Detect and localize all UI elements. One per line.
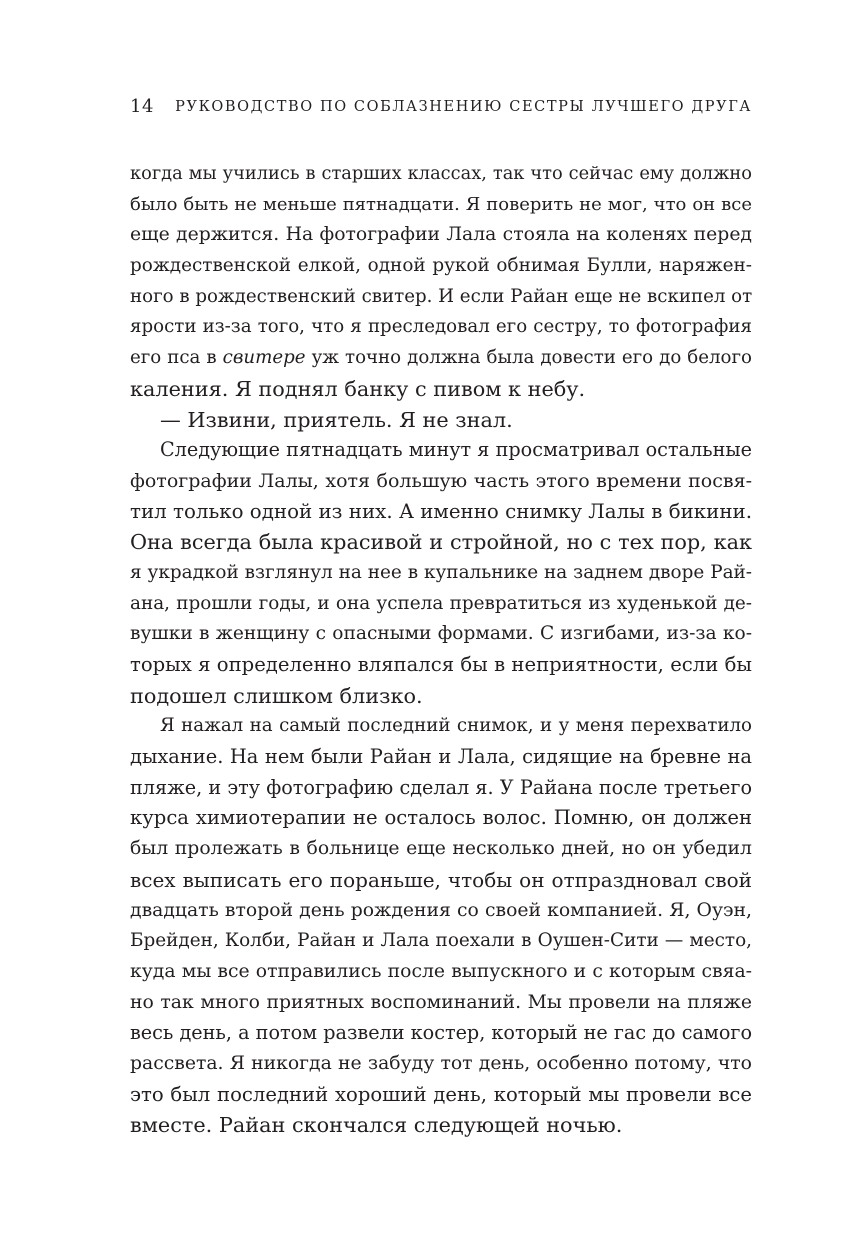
body-text bbox=[130, 159, 752, 1141]
text-line: весь день, а потом развели костер, который не гас до самого bbox=[130, 1021, 752, 1045]
text-line: Она всегда была красивой и стройной, но с тех пор, как bbox=[130, 530, 752, 555]
text-line: было быть не меньше пятнадцати. Я поверить не мог, что он все bbox=[130, 193, 752, 215]
text-line: ного в рождественский свитер. И если Райан еще не вскипел от bbox=[130, 285, 753, 307]
text-line: я украдкой взглянул на нее в купальнике на заднем дворе Рай- bbox=[130, 561, 752, 583]
text-line-with-italic bbox=[130, 343, 752, 374]
text-line: фотографии Лалы, хотя большую часть этого времени посвя- bbox=[130, 469, 752, 492]
text-line: был пролежать в больнице еще несколько дней, но он убедил bbox=[130, 838, 752, 860]
text-line: торых я определенно вляпался бы в неприятности, если бы bbox=[130, 653, 752, 676]
text-line: вушки в женщину с опасными формами. С изгибами, из-за ко- bbox=[130, 623, 752, 645]
text-line: Я нажал на самый последний снимок, и у меня перехватило bbox=[160, 715, 752, 737]
text-line: но так много приятных воспоминаний. Мы провели на пляже bbox=[130, 991, 752, 1013]
text-line: рассвета. Я никогда не забуду тот день, особенно потому, что bbox=[130, 1052, 752, 1074]
italic-word: свитере bbox=[222, 347, 306, 369]
text-line: Следующие пятнадцать минут я просматривал остальные bbox=[160, 438, 752, 462]
text-line: вместе. Райан скончался следующей ночью. bbox=[130, 1113, 623, 1138]
text-line: когда мы учились в старших классах, так что сейчас ему должно bbox=[130, 163, 752, 184]
text-line: это был последний хороший день, который мы провели все bbox=[130, 1082, 752, 1106]
text-line: подошел слишком близко. bbox=[130, 683, 423, 708]
running-header bbox=[130, 94, 752, 120]
text-line: ярости из-за того, что я преследовал его сестру, то фотография bbox=[130, 316, 752, 338]
text-line: каления. Я поднял банку с пивом к небу. bbox=[130, 376, 586, 401]
text-segment: его пса в bbox=[130, 347, 223, 369]
running-title: РУКОВОДСТВО ПО СОБЛАЗНЕНИЮ СЕСТРЫ ЛУЧШЕГО ДРУГА bbox=[175, 99, 752, 115]
text-line: двадцать второй день рождения со своей компанией. Я, Оуэн, bbox=[130, 899, 752, 921]
text-line: еще держится. На фотографии Лала стояла на коленях перед bbox=[130, 224, 752, 246]
text-line: пляже, и эту фотографию сделал я. У Райана после третьего bbox=[130, 775, 752, 799]
text-line: дыхание. На нем были Райан и Лала, сидящие на бревне на bbox=[130, 745, 752, 769]
dialogue-line: — Извини, приятель. Я не знал. bbox=[160, 407, 513, 432]
text-line: курса химиотерапии не осталось волос. Помню, он должен bbox=[130, 806, 752, 830]
text-line: всех выписать его пораньше, чтобы он отпраздновал свой bbox=[130, 867, 752, 892]
text-line: ана, прошли годы, и она успела превратиться из худенькой де- bbox=[130, 592, 752, 614]
text-segment: уж точно должна была довести его до белого bbox=[305, 347, 752, 369]
text-line: Брейден, Колби, Райан и Лала поехали в Оушен-Сити — место, bbox=[130, 930, 752, 952]
text-line: рождественской елкой, одной рукой обнимая Булли, наряжен- bbox=[130, 255, 752, 277]
text-line: куда мы все отправились после выпускного и с которым свяа- bbox=[130, 960, 752, 982]
text-line: тил только одной из них. А именно снимку Лалы в бикини. bbox=[130, 499, 752, 523]
page-number: 14 bbox=[130, 96, 154, 117]
